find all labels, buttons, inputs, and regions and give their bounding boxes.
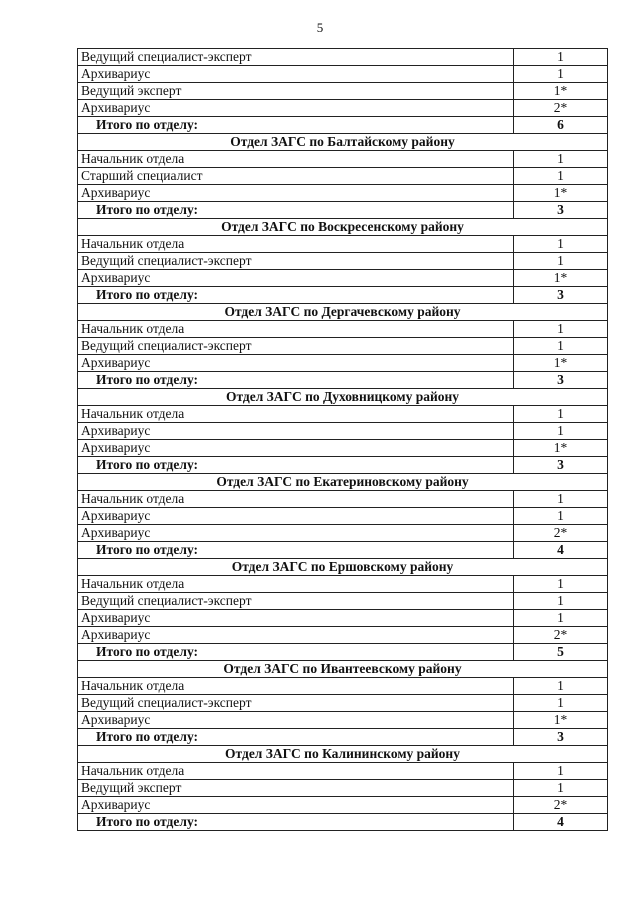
total-value: 4 bbox=[514, 814, 608, 831]
position-cell: Ведущий специалист-эксперт bbox=[78, 49, 514, 66]
total-label: Итого по отделу: bbox=[78, 287, 514, 304]
total-row bbox=[78, 287, 608, 304]
count-cell: 1 bbox=[514, 695, 608, 712]
table-row bbox=[78, 423, 608, 440]
position-cell: Начальник отдела bbox=[78, 576, 514, 593]
table-row bbox=[78, 525, 608, 542]
position-cell: Ведущий эксперт bbox=[78, 780, 514, 797]
total-value: 4 bbox=[514, 542, 608, 559]
total-value: 3 bbox=[514, 202, 608, 219]
total-row bbox=[78, 457, 608, 474]
position-cell: Архивариус bbox=[78, 100, 514, 117]
section-header-row bbox=[78, 559, 608, 576]
count-cell: 1 bbox=[514, 49, 608, 66]
position-cell: Ведущий специалист-эксперт bbox=[78, 695, 514, 712]
total-value: 3 bbox=[514, 457, 608, 474]
count-cell: 1 bbox=[514, 610, 608, 627]
table-row bbox=[78, 508, 608, 525]
total-label: Итого по отделу: bbox=[78, 117, 514, 134]
total-value: 3 bbox=[514, 372, 608, 389]
total-row bbox=[78, 202, 608, 219]
table-row bbox=[78, 712, 608, 729]
section-header: Отдел ЗАГС по Калининскому району bbox=[78, 746, 608, 763]
count-cell: 1* bbox=[514, 270, 608, 287]
count-cell: 1 bbox=[514, 780, 608, 797]
count-cell: 1 bbox=[514, 406, 608, 423]
position-cell: Архивариус bbox=[78, 270, 514, 287]
table-row bbox=[78, 253, 608, 270]
position-cell: Ведущий специалист-эксперт bbox=[78, 593, 514, 610]
table-row bbox=[78, 695, 608, 712]
total-label: Итого по отделу: bbox=[78, 372, 514, 389]
position-cell: Архивариус bbox=[78, 185, 514, 202]
total-label: Итого по отделу: bbox=[78, 729, 514, 746]
position-cell: Ведущий специалист-эксперт bbox=[78, 253, 514, 270]
count-cell: 2* bbox=[514, 100, 608, 117]
total-value: 6 bbox=[514, 117, 608, 134]
count-cell: 1 bbox=[514, 236, 608, 253]
position-cell: Начальник отдела bbox=[78, 151, 514, 168]
section-header-row bbox=[78, 474, 608, 491]
count-cell: 1* bbox=[514, 440, 608, 457]
total-row bbox=[78, 542, 608, 559]
total-row bbox=[78, 117, 608, 134]
total-label: Итого по отделу: bbox=[78, 457, 514, 474]
table-row bbox=[78, 627, 608, 644]
table-row bbox=[78, 440, 608, 457]
total-value: 3 bbox=[514, 729, 608, 746]
total-label: Итого по отделу: bbox=[78, 644, 514, 661]
table-row bbox=[78, 797, 608, 814]
table-row bbox=[78, 763, 608, 780]
staff-table bbox=[77, 48, 608, 831]
table-row bbox=[78, 168, 608, 185]
count-cell: 1 bbox=[514, 593, 608, 610]
position-cell: Архивариус bbox=[78, 525, 514, 542]
table-row bbox=[78, 338, 608, 355]
section-header: Отдел ЗАГС по Дергачевскому району bbox=[78, 304, 608, 321]
count-cell: 1 bbox=[514, 576, 608, 593]
section-header: Отдел ЗАГС по Балтайскому району bbox=[78, 134, 608, 151]
count-cell: 1 bbox=[514, 338, 608, 355]
section-header-row bbox=[78, 134, 608, 151]
table-row bbox=[78, 49, 608, 66]
position-cell: Архивариус bbox=[78, 355, 514, 372]
page-number: 5 bbox=[316, 20, 324, 35]
total-label: Итого по отделу: bbox=[78, 202, 514, 219]
table-row bbox=[78, 100, 608, 117]
position-cell: Архивариус bbox=[78, 627, 514, 644]
count-cell: 1 bbox=[514, 168, 608, 185]
count-cell: 1 bbox=[514, 321, 608, 338]
total-row bbox=[78, 372, 608, 389]
table-row bbox=[78, 678, 608, 695]
section-header: Отдел ЗАГС по Ивантеевскому району bbox=[78, 661, 608, 678]
section-header: Отдел ЗАГС по Духовницкому району bbox=[78, 389, 608, 406]
total-label: Итого по отделу: bbox=[78, 542, 514, 559]
total-row bbox=[78, 729, 608, 746]
count-cell: 1 bbox=[514, 151, 608, 168]
table-row bbox=[78, 151, 608, 168]
table-row bbox=[78, 66, 608, 83]
count-cell: 1* bbox=[514, 83, 608, 100]
position-cell: Архивариус bbox=[78, 797, 514, 814]
position-cell: Ведущий специалист-эксперт bbox=[78, 338, 514, 355]
section-header-row bbox=[78, 389, 608, 406]
position-cell: Старший специалист bbox=[78, 168, 514, 185]
position-cell: Архивариус bbox=[78, 440, 514, 457]
table-row bbox=[78, 185, 608, 202]
position-cell: Архивариус bbox=[78, 423, 514, 440]
count-cell: 2* bbox=[514, 797, 608, 814]
count-cell: 1* bbox=[514, 355, 608, 372]
table-row bbox=[78, 576, 608, 593]
total-label: Итого по отделу: bbox=[78, 814, 514, 831]
position-cell: Начальник отдела bbox=[78, 236, 514, 253]
count-cell: 2* bbox=[514, 525, 608, 542]
count-cell: 1 bbox=[514, 491, 608, 508]
count-cell: 1 bbox=[514, 508, 608, 525]
section-header: Отдел ЗАГС по Екатериновскому району bbox=[78, 474, 608, 491]
position-cell: Архивариус bbox=[78, 712, 514, 729]
table-row bbox=[78, 610, 608, 627]
count-cell: 1 bbox=[514, 253, 608, 270]
count-cell: 1* bbox=[514, 712, 608, 729]
section-header: Отдел ЗАГС по Воскресенскому району bbox=[78, 219, 608, 236]
position-cell: Ведущий эксперт bbox=[78, 83, 514, 100]
total-row bbox=[78, 814, 608, 831]
position-cell: Начальник отдела bbox=[78, 491, 514, 508]
count-cell: 1 bbox=[514, 763, 608, 780]
table-row bbox=[78, 593, 608, 610]
table-body bbox=[78, 49, 608, 831]
count-cell: 1 bbox=[514, 678, 608, 695]
position-cell: Начальник отдела bbox=[78, 321, 514, 338]
position-cell: Архивариус bbox=[78, 508, 514, 525]
table-row bbox=[78, 236, 608, 253]
position-cell: Начальник отдела bbox=[78, 678, 514, 695]
count-cell: 1 bbox=[514, 423, 608, 440]
table-row bbox=[78, 406, 608, 423]
section-header-row bbox=[78, 304, 608, 321]
position-cell: Начальник отдела bbox=[78, 406, 514, 423]
section-header-row bbox=[78, 661, 608, 678]
section-header-row bbox=[78, 219, 608, 236]
count-cell: 1 bbox=[514, 66, 608, 83]
count-cell: 2* bbox=[514, 627, 608, 644]
table-row bbox=[78, 491, 608, 508]
table-row bbox=[78, 780, 608, 797]
table-row bbox=[78, 83, 608, 100]
position-cell: Архивариус bbox=[78, 66, 514, 83]
total-row bbox=[78, 644, 608, 661]
count-cell: 1* bbox=[514, 185, 608, 202]
position-cell: Начальник отдела bbox=[78, 763, 514, 780]
table-row bbox=[78, 270, 608, 287]
total-value: 3 bbox=[514, 287, 608, 304]
section-header: Отдел ЗАГС по Ершовскому району bbox=[78, 559, 608, 576]
total-value: 5 bbox=[514, 644, 608, 661]
table-row bbox=[78, 355, 608, 372]
table-row bbox=[78, 321, 608, 338]
position-cell: Архивариус bbox=[78, 610, 514, 627]
section-header-row bbox=[78, 746, 608, 763]
